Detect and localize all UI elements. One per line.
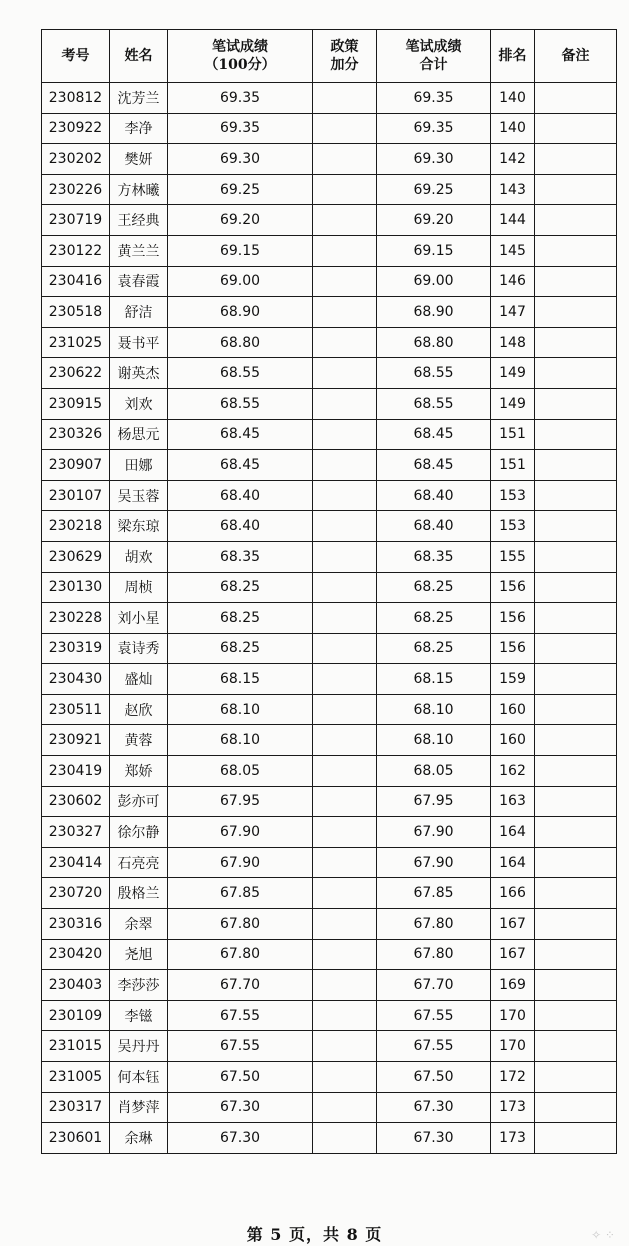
cell-exam-id: 230921: [42, 725, 110, 756]
table-row: [42, 1062, 617, 1093]
cell-note: [535, 603, 617, 634]
cell-note: [535, 113, 617, 144]
cell-policy-bonus: [313, 480, 377, 511]
table-row: [42, 144, 617, 175]
cell-rank: 173: [491, 1092, 535, 1123]
cell-name: 杨思元: [110, 419, 168, 450]
table-row: [42, 572, 617, 603]
cell-exam-id: 230316: [42, 909, 110, 940]
cell-rank: 160: [491, 725, 535, 756]
cell-name: 周桢: [110, 572, 168, 603]
cell-written-score: 68.80: [168, 327, 313, 358]
cell-name: 黄蓉: [110, 725, 168, 756]
cell-exam-id: 230107: [42, 480, 110, 511]
cell-policy-bonus: [313, 756, 377, 787]
cell-name: 王经典: [110, 205, 168, 236]
cell-policy-bonus: [313, 633, 377, 664]
cell-policy-bonus: [313, 786, 377, 817]
cell-written-score: 67.30: [168, 1092, 313, 1123]
cell-exam-id: 230327: [42, 817, 110, 848]
cell-note: [535, 1123, 617, 1154]
cell-written-score: 67.50: [168, 1062, 313, 1093]
cell-note: [535, 419, 617, 450]
cell-name: 尧旭: [110, 939, 168, 970]
cell-rank: 170: [491, 1000, 535, 1031]
cell-rank: 143: [491, 174, 535, 205]
table-row: [42, 1031, 617, 1062]
cell-rank: 151: [491, 419, 535, 450]
cell-rank: 170: [491, 1031, 535, 1062]
table-row: [42, 1000, 617, 1031]
cell-name: 樊妍: [110, 144, 168, 175]
table-row: [42, 909, 617, 940]
cell-policy-bonus: [313, 388, 377, 419]
cell-written-score: 67.70: [168, 970, 313, 1001]
cell-name: 梁东琼: [110, 511, 168, 542]
table-row: [42, 235, 617, 266]
table-row: [42, 878, 617, 909]
cell-policy-bonus: [313, 694, 377, 725]
cell-total-score: 67.80: [377, 939, 491, 970]
cell-note: [535, 480, 617, 511]
watermark-icon: ✧ ⁘: [591, 1228, 615, 1242]
cell-note: [535, 1000, 617, 1031]
cell-note: [535, 725, 617, 756]
table-row: [42, 113, 617, 144]
cell-rank: 173: [491, 1123, 535, 1154]
cell-exam-id: 230414: [42, 847, 110, 878]
header-policy-bonus-line2: 加分: [330, 57, 359, 73]
cell-policy-bonus: [313, 1123, 377, 1154]
cell-policy-bonus: [313, 1031, 377, 1062]
header-note: 备注: [535, 30, 617, 83]
cell-total-score: 67.55: [377, 1000, 491, 1031]
cell-name: 袁春霞: [110, 266, 168, 297]
cell-total-score: 68.35: [377, 541, 491, 572]
cell-written-score: 67.30: [168, 1123, 313, 1154]
cell-policy-bonus: [313, 817, 377, 848]
cell-total-score: 67.90: [377, 817, 491, 848]
cell-name: 李净: [110, 113, 168, 144]
cell-name: 吴玉蓉: [110, 480, 168, 511]
cell-name: 李莎莎: [110, 970, 168, 1001]
cell-note: [535, 450, 617, 481]
table-row: [42, 388, 617, 419]
cell-rank: 147: [491, 297, 535, 328]
cell-exam-id: 230218: [42, 511, 110, 542]
cell-name: 徐尔静: [110, 817, 168, 848]
cell-exam-id: 230812: [42, 83, 110, 114]
cell-rank: 169: [491, 970, 535, 1001]
header-policy-bonus: [313, 30, 377, 83]
cell-note: [535, 144, 617, 175]
cell-note: [535, 970, 617, 1001]
cell-name: 李镃: [110, 1000, 168, 1031]
cell-total-score: 68.45: [377, 450, 491, 481]
table-row: [42, 1123, 617, 1154]
table-row: [42, 725, 617, 756]
cell-policy-bonus: [313, 205, 377, 236]
cell-name: 方林曦: [110, 174, 168, 205]
cell-total-score: 68.25: [377, 572, 491, 603]
cell-policy-bonus: [313, 144, 377, 175]
cell-policy-bonus: [313, 83, 377, 114]
header-name: 姓名: [110, 30, 168, 83]
cell-name: 沈芳兰: [110, 83, 168, 114]
cell-written-score: 67.55: [168, 1031, 313, 1062]
table-header: [42, 30, 617, 83]
header-rank: 排名: [491, 30, 535, 83]
table-row: [42, 633, 617, 664]
cell-rank: 140: [491, 113, 535, 144]
cell-name: 袁诗秀: [110, 633, 168, 664]
cell-name: 赵欣: [110, 694, 168, 725]
cell-note: [535, 235, 617, 266]
table-row: [42, 694, 617, 725]
cell-total-score: 69.30: [377, 144, 491, 175]
page-number: 第 5 页，共 8 页: [246, 1225, 383, 1244]
cell-rank: 163: [491, 786, 535, 817]
cell-exam-id: 230317: [42, 1092, 110, 1123]
table-row: [42, 970, 617, 1001]
cell-written-score: 69.35: [168, 113, 313, 144]
cell-note: [535, 388, 617, 419]
cell-rank: 164: [491, 817, 535, 848]
cell-exam-id: 230629: [42, 541, 110, 572]
cell-total-score: 69.25: [377, 174, 491, 205]
cell-rank: 167: [491, 939, 535, 970]
cell-total-score: 68.15: [377, 664, 491, 695]
table-row: [42, 450, 617, 481]
cell-note: [535, 664, 617, 695]
cell-name: 刘欢: [110, 388, 168, 419]
cell-note: [535, 83, 617, 114]
cell-name: 彭亦可: [110, 786, 168, 817]
cell-written-score: 68.25: [168, 603, 313, 634]
cell-total-score: 69.35: [377, 83, 491, 114]
table-row: [42, 603, 617, 634]
cell-exam-id: 230719: [42, 205, 110, 236]
cell-written-score: 68.55: [168, 388, 313, 419]
cell-policy-bonus: [313, 1092, 377, 1123]
cell-note: [535, 1031, 617, 1062]
cell-total-score: 69.35: [377, 113, 491, 144]
cell-note: [535, 909, 617, 940]
cell-exam-id: 230420: [42, 939, 110, 970]
cell-policy-bonus: [313, 450, 377, 481]
cell-note: [535, 878, 617, 909]
cell-policy-bonus: [313, 878, 377, 909]
table-row: [42, 817, 617, 848]
header-written-score-line2: （100分）: [204, 57, 276, 73]
cell-exam-id: 230511: [42, 694, 110, 725]
cell-name: 聂书平: [110, 327, 168, 358]
cell-exam-id: 230109: [42, 1000, 110, 1031]
cell-note: [535, 541, 617, 572]
table-body: [42, 83, 617, 1154]
table-row: [42, 358, 617, 389]
cell-total-score: 68.80: [377, 327, 491, 358]
header-written-score-line1: 笔试成绩: [212, 39, 268, 55]
cell-name: 刘小星: [110, 603, 168, 634]
cell-name: 舒洁: [110, 297, 168, 328]
cell-note: [535, 572, 617, 603]
header-total-score-line2: 合计: [419, 57, 448, 73]
cell-policy-bonus: [313, 909, 377, 940]
table-row: [42, 419, 617, 450]
cell-exam-id: 230720: [42, 878, 110, 909]
cell-written-score: 68.45: [168, 419, 313, 450]
table-row: [42, 786, 617, 817]
cell-rank: 142: [491, 144, 535, 175]
cell-rank: 149: [491, 388, 535, 419]
cell-rank: 144: [491, 205, 535, 236]
table-row: [42, 327, 617, 358]
table-row: [42, 174, 617, 205]
cell-policy-bonus: [313, 603, 377, 634]
table-row: [42, 205, 617, 236]
cell-written-score: 68.55: [168, 358, 313, 389]
cell-policy-bonus: [313, 939, 377, 970]
cell-exam-id: 230907: [42, 450, 110, 481]
cell-exam-id: 231005: [42, 1062, 110, 1093]
cell-rank: 153: [491, 480, 535, 511]
cell-policy-bonus: [313, 541, 377, 572]
cell-written-score: 67.90: [168, 817, 313, 848]
cell-note: [535, 786, 617, 817]
cell-exam-id: 230403: [42, 970, 110, 1001]
header-policy-bonus-line1: 政策: [330, 39, 359, 55]
cell-written-score: 69.00: [168, 266, 313, 297]
cell-rank: 145: [491, 235, 535, 266]
cell-total-score: 68.55: [377, 388, 491, 419]
cell-name: 黄兰兰: [110, 235, 168, 266]
cell-note: [535, 1092, 617, 1123]
table-row: [42, 756, 617, 787]
cell-written-score: 68.90: [168, 297, 313, 328]
cell-name: 郑娇: [110, 756, 168, 787]
cell-written-score: 69.15: [168, 235, 313, 266]
cell-rank: 148: [491, 327, 535, 358]
cell-policy-bonus: [313, 113, 377, 144]
cell-note: [535, 297, 617, 328]
cell-written-score: 69.25: [168, 174, 313, 205]
header-row: [42, 30, 617, 83]
cell-total-score: 67.55: [377, 1031, 491, 1062]
cell-written-score: 68.35: [168, 541, 313, 572]
cell-note: [535, 939, 617, 970]
cell-name: 殷格兰: [110, 878, 168, 909]
cell-note: [535, 633, 617, 664]
cell-policy-bonus: [313, 725, 377, 756]
cell-total-score: 67.95: [377, 786, 491, 817]
cell-policy-bonus: [313, 266, 377, 297]
cell-note: [535, 511, 617, 542]
cell-written-score: 68.40: [168, 480, 313, 511]
table-row: [42, 83, 617, 114]
cell-written-score: 67.85: [168, 878, 313, 909]
cell-written-score: 69.35: [168, 83, 313, 114]
cell-exam-id: 230915: [42, 388, 110, 419]
cell-exam-id: 230602: [42, 786, 110, 817]
table-row: [42, 266, 617, 297]
cell-total-score: 68.45: [377, 419, 491, 450]
cell-name: 盛灿: [110, 664, 168, 695]
cell-exam-id: 230922: [42, 113, 110, 144]
cell-note: [535, 1062, 617, 1093]
cell-note: [535, 174, 617, 205]
cell-written-score: 68.05: [168, 756, 313, 787]
cell-policy-bonus: [313, 847, 377, 878]
cell-policy-bonus: [313, 664, 377, 695]
cell-exam-id: 230226: [42, 174, 110, 205]
cell-name: 谢英杰: [110, 358, 168, 389]
cell-total-score: 69.20: [377, 205, 491, 236]
cell-exam-id: 230228: [42, 603, 110, 634]
cell-written-score: 67.55: [168, 1000, 313, 1031]
header-exam-id: 考号: [42, 30, 110, 83]
table-row: [42, 939, 617, 970]
cell-name: 吴丹丹: [110, 1031, 168, 1062]
cell-policy-bonus: [313, 327, 377, 358]
cell-written-score: 67.90: [168, 847, 313, 878]
cell-written-score: 68.40: [168, 511, 313, 542]
cell-policy-bonus: [313, 1000, 377, 1031]
table-row: [42, 511, 617, 542]
cell-policy-bonus: [313, 297, 377, 328]
cell-rank: 149: [491, 358, 535, 389]
cell-written-score: 67.80: [168, 909, 313, 940]
cell-total-score: 68.05: [377, 756, 491, 787]
cell-total-score: 67.30: [377, 1092, 491, 1123]
cell-rank: 156: [491, 633, 535, 664]
cell-rank: 167: [491, 909, 535, 940]
cell-written-score: 68.45: [168, 450, 313, 481]
cell-total-score: 68.40: [377, 480, 491, 511]
cell-rank: 172: [491, 1062, 535, 1093]
cell-written-score: 68.25: [168, 572, 313, 603]
cell-exam-id: 230601: [42, 1123, 110, 1154]
table-row: [42, 297, 617, 328]
cell-total-score: 67.80: [377, 909, 491, 940]
cell-policy-bonus: [313, 1062, 377, 1093]
cell-exam-id: 230202: [42, 144, 110, 175]
cell-note: [535, 817, 617, 848]
cell-policy-bonus: [313, 970, 377, 1001]
cell-exam-id: 230518: [42, 297, 110, 328]
cell-written-score: 68.10: [168, 725, 313, 756]
cell-name: 余琳: [110, 1123, 168, 1154]
cell-name: 石亮亮: [110, 847, 168, 878]
cell-policy-bonus: [313, 572, 377, 603]
cell-written-score: 67.95: [168, 786, 313, 817]
cell-rank: 160: [491, 694, 535, 725]
header-total-score-line1: 笔试成绩: [405, 39, 462, 55]
cell-rank: 156: [491, 572, 535, 603]
cell-total-score: 67.50: [377, 1062, 491, 1093]
cell-policy-bonus: [313, 174, 377, 205]
score-table: [41, 29, 617, 1154]
cell-note: [535, 327, 617, 358]
cell-exam-id: 231015: [42, 1031, 110, 1062]
cell-written-score: 68.25: [168, 633, 313, 664]
table-row: [42, 847, 617, 878]
header-total-score: [377, 30, 491, 83]
cell-exam-id: 230622: [42, 358, 110, 389]
cell-name: 何本钰: [110, 1062, 168, 1093]
cell-total-score: 68.10: [377, 694, 491, 725]
cell-note: [535, 358, 617, 389]
cell-total-score: 69.15: [377, 235, 491, 266]
cell-exam-id: 230130: [42, 572, 110, 603]
cell-total-score: 68.55: [377, 358, 491, 389]
cell-written-score: 69.20: [168, 205, 313, 236]
cell-exam-id: 230419: [42, 756, 110, 787]
cell-written-score: 68.10: [168, 694, 313, 725]
cell-total-score: 68.10: [377, 725, 491, 756]
cell-exam-id: 230122: [42, 235, 110, 266]
cell-total-score: 69.00: [377, 266, 491, 297]
cell-total-score: 68.40: [377, 511, 491, 542]
cell-written-score: 69.30: [168, 144, 313, 175]
cell-rank: 151: [491, 450, 535, 481]
cell-exam-id: 230319: [42, 633, 110, 664]
cell-exam-id: 230430: [42, 664, 110, 695]
cell-rank: 155: [491, 541, 535, 572]
cell-note: [535, 756, 617, 787]
cell-rank: 164: [491, 847, 535, 878]
cell-note: [535, 266, 617, 297]
header-written-score: [168, 30, 313, 83]
cell-rank: 159: [491, 664, 535, 695]
cell-rank: 156: [491, 603, 535, 634]
cell-total-score: 67.90: [377, 847, 491, 878]
cell-name: 肖梦萍: [110, 1092, 168, 1123]
cell-total-score: 67.70: [377, 970, 491, 1001]
cell-name: 胡欢: [110, 541, 168, 572]
cell-policy-bonus: [313, 511, 377, 542]
cell-total-score: 67.30: [377, 1123, 491, 1154]
cell-written-score: 67.80: [168, 939, 313, 970]
table-row: [42, 480, 617, 511]
table-row: [42, 1092, 617, 1123]
cell-written-score: 68.15: [168, 664, 313, 695]
cell-note: [535, 694, 617, 725]
cell-name: 田娜: [110, 450, 168, 481]
cell-total-score: 68.90: [377, 297, 491, 328]
cell-total-score: 68.25: [377, 633, 491, 664]
table-row: [42, 664, 617, 695]
cell-rank: 162: [491, 756, 535, 787]
cell-total-score: 67.85: [377, 878, 491, 909]
cell-rank: 146: [491, 266, 535, 297]
cell-note: [535, 847, 617, 878]
cell-rank: 140: [491, 83, 535, 114]
cell-rank: 153: [491, 511, 535, 542]
cell-exam-id: 230326: [42, 419, 110, 450]
cell-exam-id: 230416: [42, 266, 110, 297]
cell-policy-bonus: [313, 419, 377, 450]
cell-note: [535, 205, 617, 236]
cell-exam-id: 231025: [42, 327, 110, 358]
cell-rank: 166: [491, 878, 535, 909]
table-row: [42, 541, 617, 572]
cell-policy-bonus: [313, 358, 377, 389]
cell-name: 余翠: [110, 909, 168, 940]
cell-policy-bonus: [313, 235, 377, 266]
cell-total-score: 68.25: [377, 603, 491, 634]
